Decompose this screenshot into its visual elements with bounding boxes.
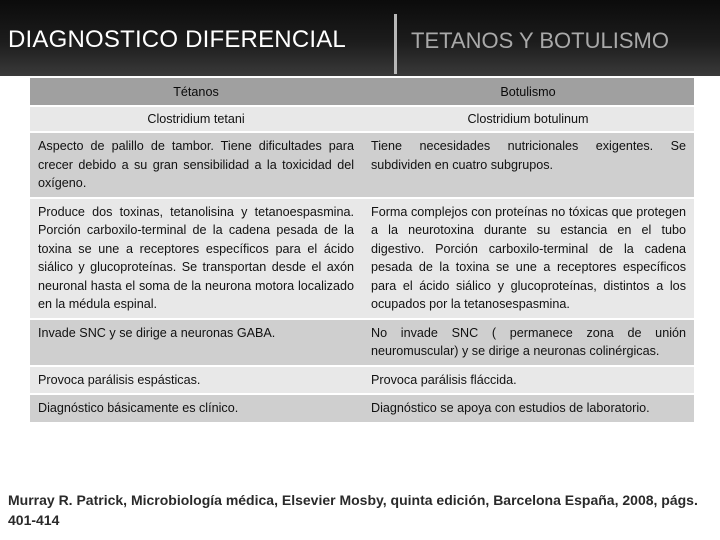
table-row	[30, 319, 694, 366]
table-subheader-row	[30, 106, 694, 133]
table-header-row	[30, 77, 694, 106]
cell-botulismo: Diagnóstico se apoya con estudios de laboratorio.	[362, 394, 694, 422]
comparison-table	[30, 76, 694, 422]
slide-subtitle: TETANOS Y BOTULISMO	[411, 28, 669, 53]
cell-tetanos: Invade SNC y se dirige a neuronas GABA.	[30, 319, 362, 366]
column-header-tetanos: Tétanos	[30, 77, 362, 106]
cell-botulismo: Forma complejos con proteínas no tóxicas que protegen a la neurotoxina durante su estancia en el tubo digestivo. Porción carboxilo-terminal de la cadena pesada de la toxina se une a receptores específicos para el ácido siálico y glucoproteínas, distintos a los ocupados por la tetanosespasmina.	[362, 198, 694, 319]
subheader-tetanos: Clostridium tetani	[30, 106, 362, 133]
slide-title: DIAGNOSTICO DIFERENCIAL	[8, 26, 346, 53]
cell-tetanos: Produce dos toxinas, tetanolisina y tetanoespasmina. Porción carboxilo-terminal de la cadena pesada de la toxina se une a receptores específicos para el ácido siálico y glucoproteínas. Se transportan desde el axón neuronal hasta el soma de la neurona motora localizado en la médula espinal.	[30, 198, 362, 319]
cell-tetanos: Aspecto de palillo de tambor. Tiene dificultades para crecer debido a su gran sensibilidad a la toxicidad del oxígeno.	[30, 132, 362, 198]
bibliographic-reference: Murray R. Patrick, Microbiología médica, Elsevier Mosby, quinta edición, Barcelona España, 2008, págs. 401-414	[8, 492, 698, 528]
table-row	[30, 366, 694, 395]
title-banner	[0, 0, 720, 76]
cell-tetanos: Diagnóstico básicamente es clínico.	[30, 394, 362, 422]
column-header-botulismo: Botulismo	[362, 77, 694, 106]
subheader-botulismo: Clostridium botulinum	[362, 106, 694, 133]
cell-botulismo: No invade SNC ( permanece zona de unión neuromuscular) y se dirige a neuronas colinérgicas.	[362, 319, 694, 366]
cell-botulismo: Provoca parálisis fláccida.	[362, 366, 694, 395]
cell-tetanos: Provoca parálisis espásticas.	[30, 366, 362, 395]
table-row	[30, 394, 694, 422]
title-divider	[394, 14, 397, 74]
table-row	[30, 132, 694, 198]
cell-botulismo: Tiene necesidades nutricionales exigentes. Se subdividen en cuatro subgrupos.	[362, 132, 694, 198]
table-row	[30, 198, 694, 319]
